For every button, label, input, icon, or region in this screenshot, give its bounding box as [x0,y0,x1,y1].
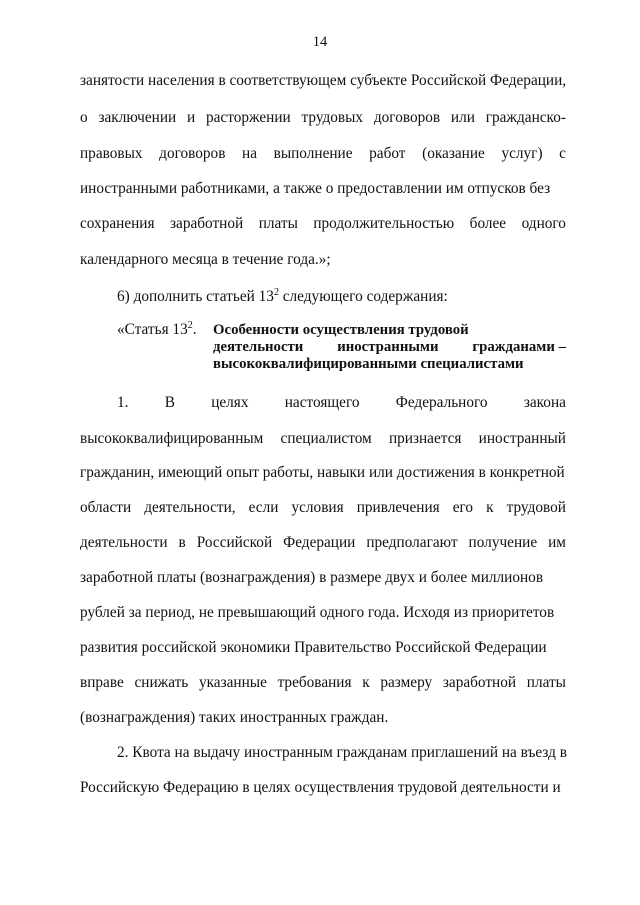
intro-line-4: иностранными работниками, а также о предоставлении им отпусков без [80,180,551,197]
word: иностранный [478,430,566,447]
word: к [362,674,370,691]
word: требования [277,674,352,691]
clause1-line-3: гражданин, имеющий опыт работы, навыки или достижения в конкретной [80,464,565,481]
word: снижать [134,674,189,691]
word: деятельности [80,534,168,551]
amendment-line [117,287,566,307]
word: сохранения [80,215,155,232]
word: или [450,109,475,126]
word: вправе [80,674,124,691]
clause2-line-2: Российскую Федерацию в целях осуществления трудовой деятельности и [80,779,561,796]
article-label-end: . [192,321,197,338]
article-label [117,320,197,340]
word: Российской [196,534,273,551]
word: размеру [380,674,433,691]
article-title-line-2 [213,339,566,356]
article-label-text: «Статья 13 [117,321,188,338]
word: услуг) [501,145,543,162]
amendment-sup: 2 [273,287,279,298]
word: к [486,499,494,516]
amendment-text-end: следующего содержания: [278,288,448,305]
word: Федерального [395,394,488,411]
clause2-line-1: 2. Квота на выдачу иностранным гражданам приглашений на въезд в [117,744,567,761]
article-title-line-3: высококвалифицированными специалистами [213,356,524,372]
clause1-line-4 [80,498,566,518]
word: если [248,499,279,516]
word: иностранными [337,339,439,355]
word: гражданско- [485,109,566,126]
word: указанные [198,674,267,691]
word: получение [468,534,538,551]
amendment-text: 6) дополнить статьей 13 [117,288,274,305]
word: платы [258,215,298,232]
word: специалистом [280,430,372,447]
word: предполагают [366,534,458,551]
word: в [178,534,186,551]
word: деятельности, [144,499,236,516]
article-label-sup: 2 [187,320,193,331]
word: правовых [80,145,143,162]
word: настоящего [284,394,360,411]
word: более [469,215,507,232]
word: о [80,109,88,126]
word: выполнение [273,145,353,162]
clause1-line-7: рублей за период, не превышающий одного года. Исходя из приоритетов [80,604,555,621]
word: расторжении [205,109,291,126]
word: целях [211,394,249,411]
intro-line-3 [80,144,566,164]
clause1-line-9 [80,673,566,693]
word: (оказание [422,145,485,162]
word: привлечения [356,499,440,516]
clause1-line-8: развития российской экономики Правительство Российской Федерации [80,639,547,656]
clause1-line-10: (вознаграждения) таких иностранных граждан. [80,709,389,726]
page-number: 14 [312,34,328,50]
clause1-line-5 [80,533,566,553]
article-title-line-1: Особенности осуществления трудовой [213,322,469,338]
word: 1. [117,394,129,411]
word: заключении [98,109,177,126]
word: гражданами – [472,339,566,355]
word: платы [526,674,566,691]
clause1-line-2 [80,429,566,449]
intro-line-5 [80,214,566,234]
word: продолжительностью [313,215,455,232]
word: заработной [442,674,517,691]
intro-line-2 [80,108,566,128]
word: В [164,394,175,411]
word: области [80,499,132,516]
word: и [187,109,196,126]
word: высококвалифицированным [80,430,264,447]
word: трудовой [506,499,566,516]
word: им [548,534,566,551]
word: заработной [170,215,244,232]
word: работ [369,145,406,162]
word: закона [523,394,566,411]
word: Федерации [283,534,356,551]
clause1-line-6: заработной платы (вознаграждения) в размере двух и более миллионов [80,569,544,586]
word: его [452,499,474,516]
word: одного [521,215,566,232]
word: договоров [159,145,226,162]
word: деятельности [213,339,304,355]
word: договоров [373,109,441,126]
intro-line-1: занятости населения в соответствующем субъекте Российской Федерации, [80,72,567,89]
clause1-line-1 [117,393,566,413]
word: на [242,145,258,162]
word: признается [388,430,462,447]
word: трудовых [301,109,364,126]
word: условия [291,499,344,516]
intro-line-6: календарного месяца в течение года.»; [80,251,331,268]
word: с [559,145,566,162]
